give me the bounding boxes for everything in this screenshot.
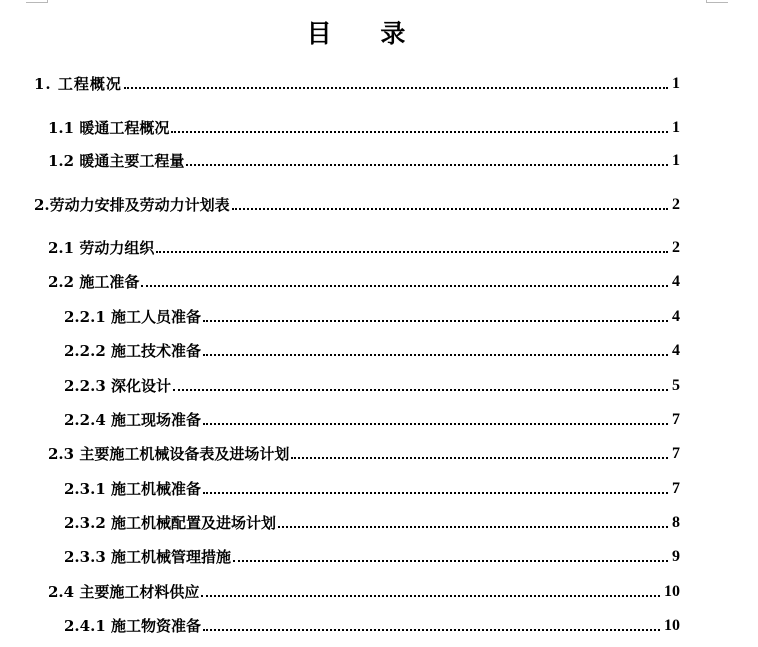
toc-entry-label: 2.2 施工准备 <box>48 273 140 291</box>
toc-leader-dots <box>124 87 668 89</box>
toc-entry[interactable] <box>0 147 680 171</box>
toc-leader-dots <box>156 251 668 253</box>
toc-entry[interactable] <box>0 303 680 327</box>
toc-leader-dots <box>173 389 668 391</box>
toc-leader-dots <box>141 285 668 287</box>
toc-entry-label: 1.1 暖通工程概况 <box>48 119 170 137</box>
toc-entry[interactable] <box>0 372 680 396</box>
toc-leader-dots <box>291 457 668 459</box>
toc-entry-label: 2.3 主要施工机械设备表及进场计划 <box>48 445 290 463</box>
toc-entry[interactable] <box>0 612 680 636</box>
toc-entry-label: 2.3.1 施工机械准备 <box>64 480 201 498</box>
toc-leader-dots <box>278 526 668 528</box>
toc-leader-dots <box>233 560 668 562</box>
toc-entry[interactable] <box>0 440 680 464</box>
toc-entry-label: 2.3.3 施工机械管理措施 <box>64 548 231 566</box>
toc-entry-label: 2.1 劳动力组织 <box>48 239 155 257</box>
toc-entry[interactable] <box>0 337 680 361</box>
page-corner-mark-left <box>26 0 48 3</box>
toc-entry-page: 4 <box>672 273 680 290</box>
toc-entry[interactable] <box>0 543 680 567</box>
toc-entry-page: 9 <box>672 548 680 565</box>
toc-entry-page: 7 <box>672 480 680 497</box>
toc-entry-page: 1 <box>672 119 680 136</box>
toc-entry-page: 2 <box>672 196 680 213</box>
toc-entry-page: 4 <box>672 308 680 325</box>
toc-entry[interactable] <box>0 191 680 215</box>
toc-entry-label: 1.2 暖通主要工程量 <box>48 152 185 170</box>
toc-entry-label: 2.3.2 施工机械配置及进场计划 <box>64 514 276 532</box>
toc-leader-dots <box>203 320 668 322</box>
toc-entry-page: 7 <box>672 411 680 428</box>
toc-entry-label: 2.2.2 施工技术准备 <box>64 342 201 360</box>
toc-leader-dots <box>201 595 660 597</box>
toc-entry-page: 1 <box>672 152 680 169</box>
toc-entry[interactable] <box>0 114 680 138</box>
toc-entry-label: 2.4.1 施工物资准备 <box>64 617 201 635</box>
toc-leader-dots <box>203 423 668 425</box>
toc-entry-page: 10 <box>664 583 680 600</box>
toc-entry-page: 5 <box>672 377 680 394</box>
toc-leader-dots <box>203 492 668 494</box>
toc-entry-label: 2.2.1 施工人员准备 <box>64 308 201 326</box>
toc-entry[interactable] <box>0 578 680 602</box>
toc-entry[interactable] <box>0 509 680 533</box>
toc-title: 目 录 <box>306 19 426 48</box>
toc-leader-dots <box>171 131 668 133</box>
toc-entry-page: 4 <box>672 342 680 359</box>
toc-entry-label: 2.2.3 深化设计 <box>64 377 171 395</box>
toc-entry-page: 2 <box>672 239 680 256</box>
toc-leader-dots <box>203 354 668 356</box>
toc-entry-page: 7 <box>672 445 680 462</box>
toc-entry-label: 1. 工程概况 <box>34 75 122 93</box>
toc-entry-page: 10 <box>664 617 680 634</box>
toc-entry-page: 8 <box>672 514 680 531</box>
toc-entry-page: 1 <box>672 75 680 92</box>
toc-entry-label: 2.劳动力安排及劳动力计划表 <box>34 196 230 214</box>
toc-entry[interactable] <box>0 475 680 499</box>
toc-entry[interactable] <box>0 268 680 292</box>
toc-entry[interactable] <box>0 70 680 94</box>
toc-entry-label: 2.2.4 施工现场准备 <box>64 411 201 429</box>
toc-entry-label: 2.4 主要施工材料供应 <box>48 583 200 601</box>
toc-leader-dots <box>203 629 660 631</box>
toc-leader-dots <box>186 164 668 166</box>
toc-leader-dots <box>232 208 668 210</box>
toc-entry[interactable] <box>0 406 680 430</box>
page-corner-mark-right <box>706 0 728 3</box>
toc-entry[interactable] <box>0 234 680 258</box>
